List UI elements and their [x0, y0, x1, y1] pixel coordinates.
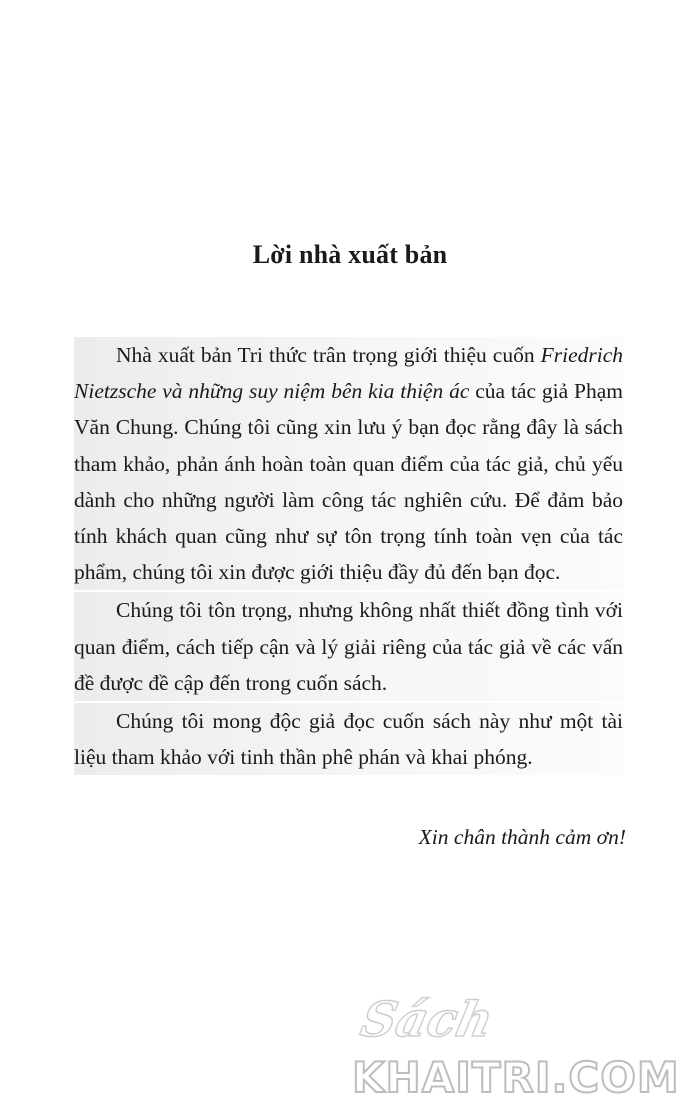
watermark-site-name: KHAITRI.COM	[352, 1053, 680, 1102]
intro-lead-text: Nhà xuất bản Tri thức trân trọng giới thiệu cuốn	[116, 343, 541, 367]
closing-thanks: Xin chân thành cảm ơn!	[418, 825, 626, 849]
site-watermark	[352, 992, 682, 1102]
publisher-note-body	[74, 337, 623, 777]
page-heading: Lời nhà xuất bản	[252, 240, 448, 269]
paragraph-respect: Chúng tôi tôn trọng, nhưng không nhất thiết đồng tình với quan điểm, cách tiếp cận và lý giải riêng của tác giả về các vấn đề được đề cập đến trong cuốn sách.	[74, 592, 623, 701]
paragraph-intro	[74, 337, 623, 590]
paragraph-hope: Chúng tôi mong độc giả đọc cuốn sách này như một tài liệu tham khảo với tinh thần phê phán và khai phóng.	[74, 703, 623, 775]
watermark-script-text: Sách	[356, 992, 498, 1048]
intro-rest-text: của tác giả Phạm Văn Chung. Chúng tôi cũng xin lưu ý bạn đọc rằng đây là sách tham khảo, phản ánh hoàn toàn quan điểm của tác giả, chủ yếu dành cho những người làm công tác nghiên cứu. Để đảm bảo tính khách quan cũng như sự tôn trọng tính toàn vẹn của tác phẩm, chúng tôi xin được giới thiệu đầy đủ đến bạn đọc.	[74, 379, 623, 585]
book-title: Friedrich Nietzsche và những suy niệm bên kia thiện ác	[74, 343, 623, 404]
